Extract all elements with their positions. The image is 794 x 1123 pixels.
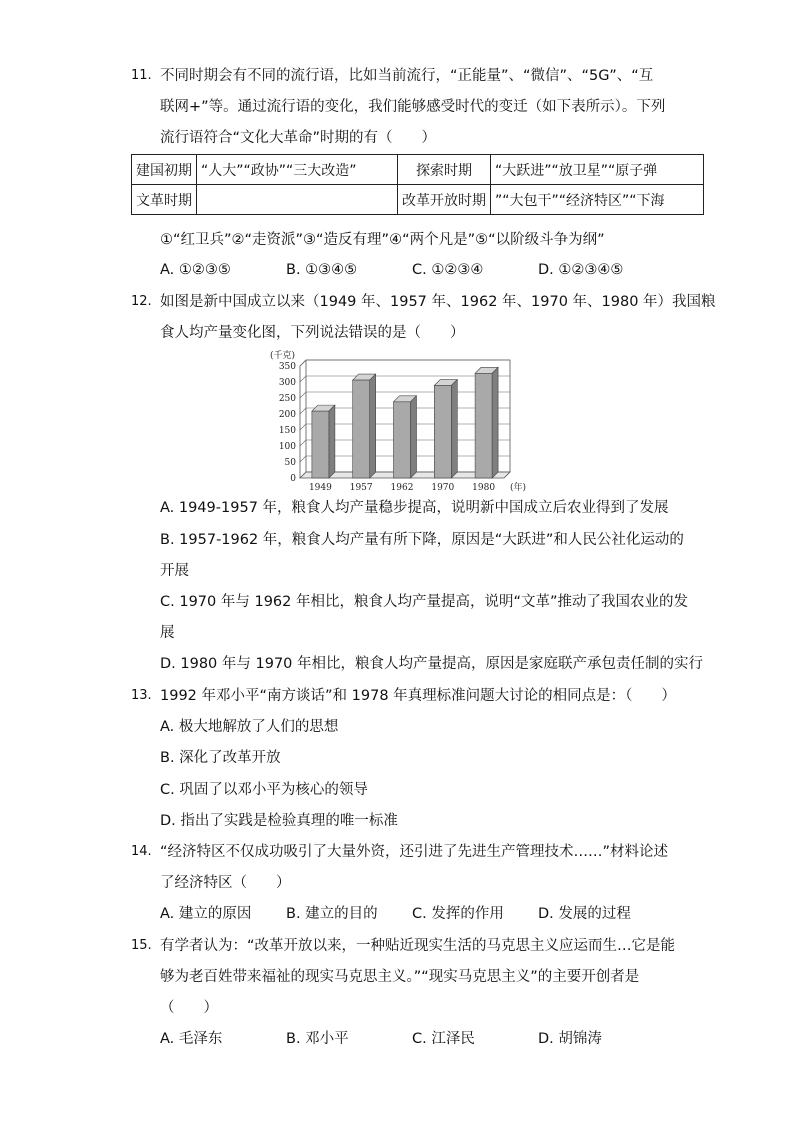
option-c[interactable]: C. 1970 年与 1962 年相比，粮食人均产量提高，说明“文革”推动了我国农业的发: [160, 594, 688, 610]
table-cell: 改革开放时期: [398, 185, 491, 215]
question-text: 流行语符合“文化大革命”时期的有（ ）: [160, 130, 437, 146]
table-cell: 建国初期: [132, 155, 197, 185]
gridline-side: [300, 408, 306, 414]
x-tick-label: 1980: [472, 483, 496, 493]
option-b[interactable]: B. 建立的目的: [286, 906, 378, 922]
y-tick-label: 200: [278, 410, 296, 420]
bar: [353, 380, 370, 478]
gridline-side: [300, 424, 306, 430]
bar-side: [411, 396, 417, 478]
question-text: 有学者认为：“改革开放以来，一种贴近现实生活的马克思主义应运而生…它是能: [160, 938, 676, 954]
gridline-side: [300, 440, 306, 446]
y-axis-label: (千克): [270, 351, 296, 361]
y-tick-label: 50: [284, 458, 296, 468]
table-cell: 文革时期: [132, 185, 197, 215]
bar: [434, 386, 451, 478]
question-number: 11.: [131, 68, 152, 83]
option-b[interactable]: B. 1957-1962 年，粮食人均产量有所下降，原因是“大跃进”和人民公社化运动的: [160, 532, 684, 548]
x-tick-label: 1957: [349, 483, 373, 493]
question-text: 不同时期会有不同的流行语，比如当前流行，“正能量”、“微信”、“5G”、“互: [160, 68, 654, 84]
option-d[interactable]: D. 1980 年与 1970 年相比，粮食人均产量提高，原因是家庭联产承包责任制的实行: [160, 656, 704, 672]
bar: [394, 402, 411, 478]
option-a[interactable]: A. 极大地解放了人们的思想: [160, 719, 339, 735]
option-c[interactable]: C. 发挥的作用: [412, 906, 504, 922]
question-number: 13.: [131, 688, 152, 703]
item-list: ①“红卫兵”②“走资派”③“造反有理”④“两个凡是”⑤“以阶级斗争为纲”: [160, 232, 605, 248]
option-d[interactable]: D. 指出了实践是检验真理的唯一标准: [160, 813, 398, 829]
question-number: 14.: [131, 844, 152, 859]
y-tick-label: 100: [278, 442, 296, 452]
table-cell: ”“大包干”“经济特区”“下海: [491, 185, 704, 215]
option-b[interactable]: B. 邓小平: [286, 1031, 349, 1047]
option-c-continued: 展: [160, 625, 175, 641]
table-cell: “人大”“政协”“三大改造”: [197, 155, 398, 185]
gridline-side: [300, 360, 306, 366]
option-b[interactable]: B. 深化了改革开放: [160, 750, 281, 766]
question-text: 够为老百姓带来福祉的现实马克思主义。”“现实马克思主义”的主要开创者是: [160, 969, 640, 985]
option-c[interactable]: C. 江泽民: [412, 1031, 475, 1047]
slang-table: [131, 154, 704, 215]
bar-side: [451, 380, 457, 478]
question-text: 了经济特区（ ）: [160, 875, 291, 891]
table-row: [132, 155, 704, 185]
question-text: （ ）: [160, 1000, 218, 1016]
question-text: “经济特区不仅成功吸引了大量外资，还引进了先进生产管理技术……”材料论述: [160, 844, 669, 860]
option-a[interactable]: A. ①②③⑤: [160, 262, 231, 278]
grain-output-bar-chart: [260, 344, 530, 494]
option-d[interactable]: D. ①②③④⑤: [538, 262, 624, 278]
bar-side: [492, 367, 498, 478]
x-tick-label: 1949: [308, 483, 332, 493]
option-c[interactable]: C. ①②③④: [412, 262, 484, 278]
question-number: 12.: [131, 294, 152, 309]
bar: [475, 373, 492, 478]
table-cell: 探索时期: [398, 155, 491, 185]
gridline-side: [300, 456, 306, 462]
question-text: 1992 年邓小平“南方谈话”和 1978 年真理标准问题大讨论的相同点是：（ ）: [160, 688, 676, 704]
question-text: 联网+”等。通过流行语的变化，我们能够感受时代的变迁（如下表所示）。下列: [160, 99, 666, 115]
question-text: 食人均产量变化图，下列说法错误的是（ ）: [160, 325, 465, 341]
bar-side: [370, 374, 376, 478]
y-tick-label: 350: [278, 362, 296, 372]
option-a[interactable]: A. 建立的原因: [160, 906, 252, 922]
table-cell: “大跃进”“放卫星”“原子弹: [491, 155, 704, 185]
y-tick-label: 300: [278, 378, 296, 388]
x-tick-label: 1962: [390, 483, 414, 493]
question-text: 如图是新中国成立以来（1949 年、1957 年、1962 年、1970 年、1980 年）我国粮: [160, 294, 716, 310]
bar-side: [329, 405, 335, 478]
option-b-continued: 开展: [160, 563, 189, 579]
option-d[interactable]: D. 发展的过程: [538, 906, 631, 922]
x-tick-label: 1970: [431, 483, 455, 493]
x-axis-label: (年): [510, 483, 527, 493]
y-tick-label: 0: [290, 474, 296, 484]
table-row: [132, 185, 704, 215]
option-a[interactable]: A. 毛泽东: [160, 1031, 223, 1047]
option-d[interactable]: D. 胡锦涛: [538, 1031, 602, 1047]
y-tick-label: 150: [278, 426, 296, 436]
question-number: 15.: [131, 938, 152, 953]
y-tick-label: 250: [278, 394, 296, 404]
gridline-side: [300, 392, 306, 398]
table-cell: [197, 185, 398, 215]
bar: [312, 411, 329, 478]
option-a[interactable]: A. 1949-1957 年，粮食人均产量稳步提高，说明新中国成立后农业得到了发展: [160, 500, 669, 516]
gridline-side: [300, 376, 306, 382]
option-b[interactable]: B. ①③④⑤: [286, 262, 358, 278]
option-c[interactable]: C. 巩固了以邓小平为核心的领导: [160, 782, 368, 798]
